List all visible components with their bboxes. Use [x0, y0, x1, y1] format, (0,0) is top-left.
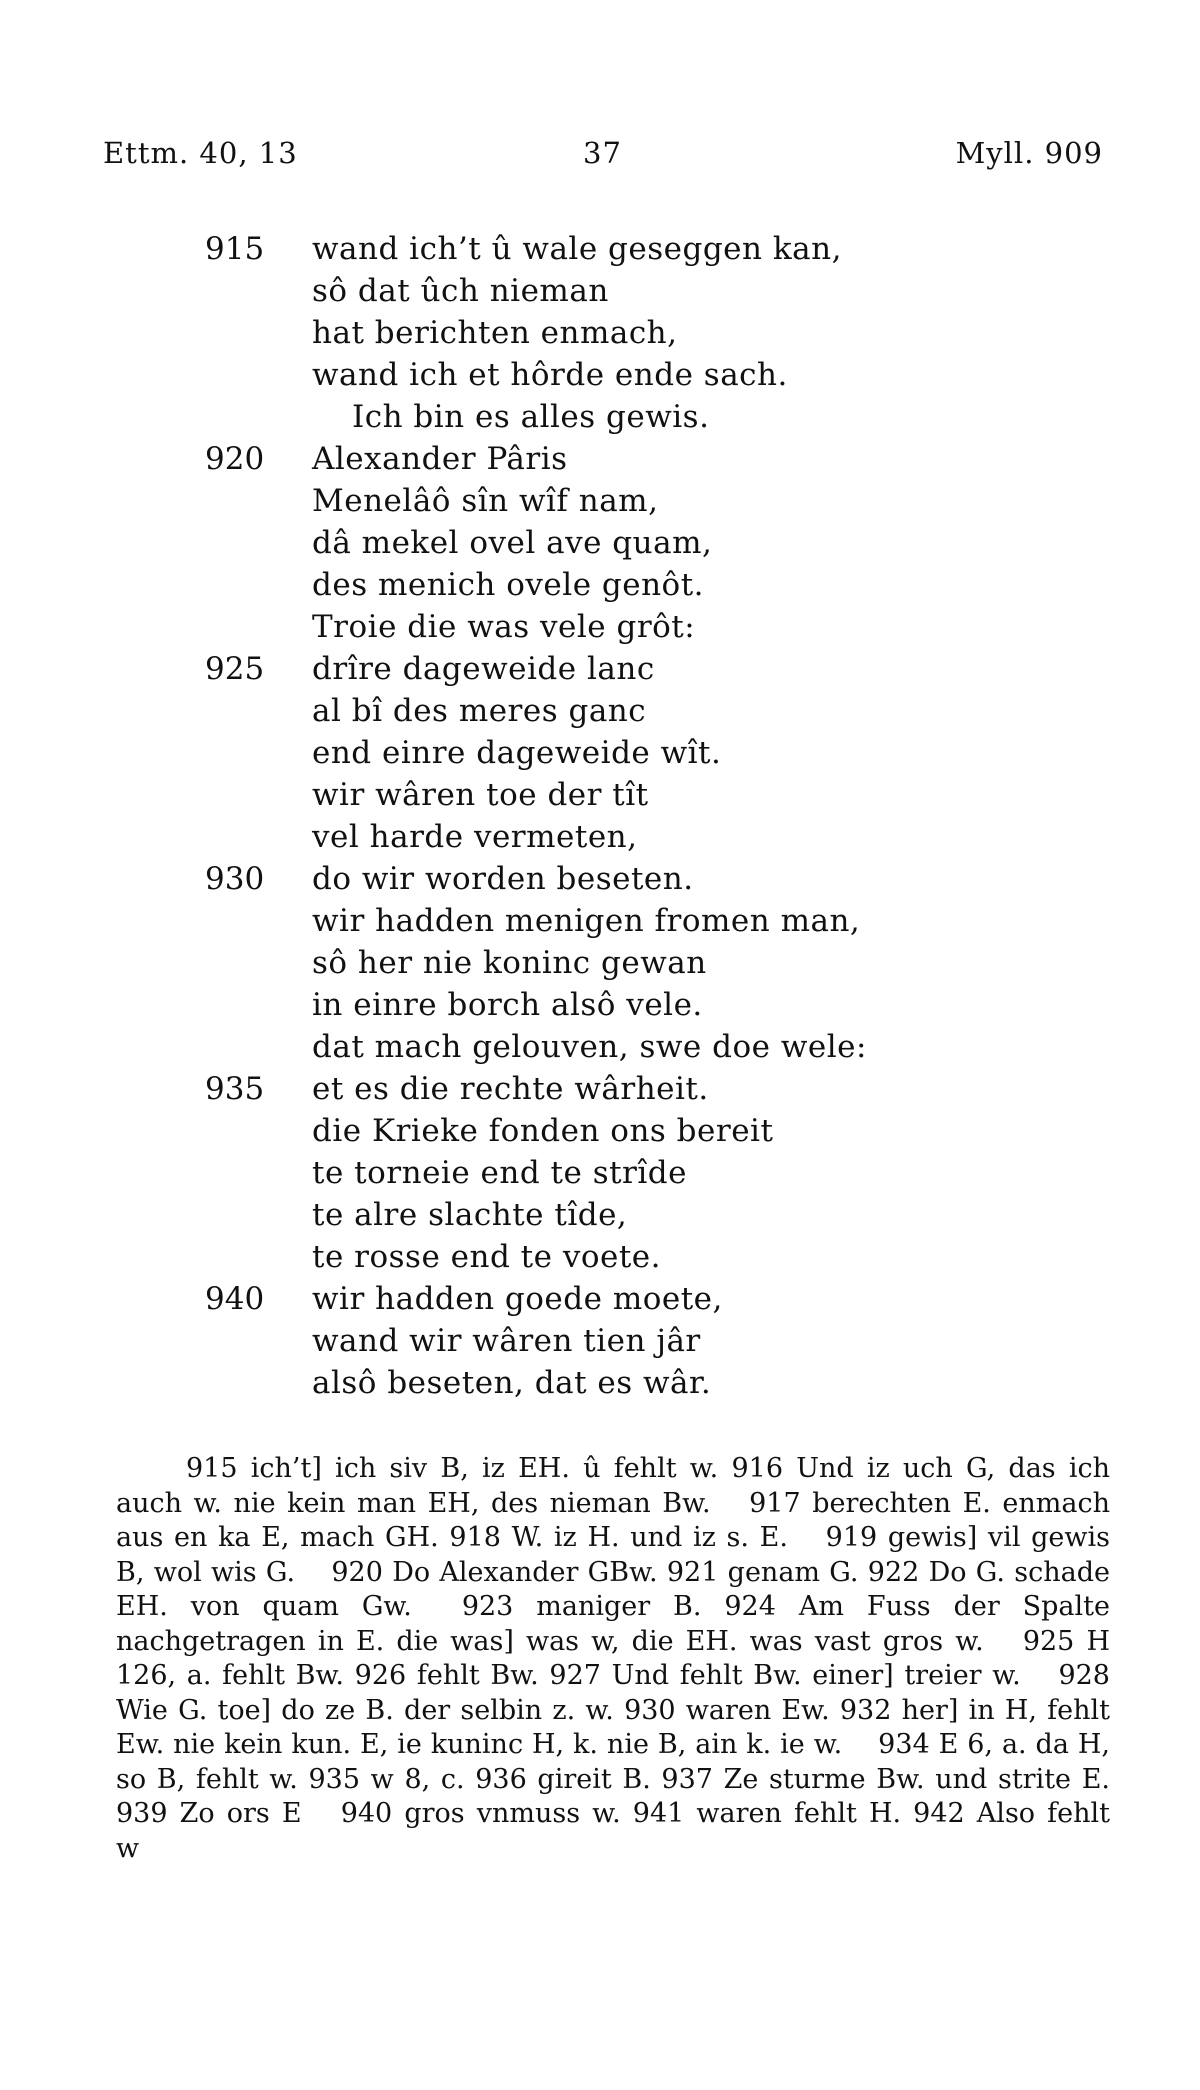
verse-text-line: te torneie end te strîde: [312, 1155, 687, 1191]
verse-line: [0, 1068, 1200, 1110]
verse-number: 920: [205, 441, 265, 477]
verse-line: [0, 1110, 1200, 1152]
running-header: [103, 136, 1103, 176]
critical-apparatus: [116, 1452, 1110, 1866]
note-928: 928 Wie G. toe] do ze B. der selbin z. w. 930 waren Ew. 932 her] in H, fehlt Ew. nie kein kun. E, ie kuninc H, k. nie B, ain k. ie w.: [116, 1660, 1110, 1760]
verse-line: [0, 858, 1200, 900]
verse-number: 935: [205, 1071, 265, 1107]
verse-line: [0, 312, 1200, 354]
verse-line: [0, 1278, 1200, 1320]
verse-line: [0, 816, 1200, 858]
note-915: 915 ich’t] ich siv B, iz EH. û fehlt w. 916 Und iz uch G, das ich auch w. nie kein man EH, des nieman Bw.: [116, 1453, 1110, 1519]
note-925: 925 H 126, a. fehlt Bw. 926 fehlt Bw. 927 Und fehlt Bw. einer] treier w.: [116, 1625, 1110, 1691]
verse-text-line: Ich bin es alles gewis.: [352, 399, 710, 435]
verse-text-line: sô dat ûch nieman: [312, 273, 609, 309]
verse-line: [0, 438, 1200, 480]
verse-line: [0, 228, 1200, 270]
header-left-reference: Ettm. 40, 13: [103, 136, 298, 170]
verse-number: 930: [205, 861, 265, 897]
verse-text-line: die Krieke fonden ons bereit: [312, 1113, 774, 1149]
verse-text-line: et es die rechte wârheit.: [312, 1071, 709, 1107]
page-number: 37: [583, 136, 622, 170]
verse-text-line: hat berichten enmach,: [312, 315, 678, 351]
verse-text-line: wir wâren toe der tît: [312, 777, 649, 813]
verse-line: [0, 690, 1200, 732]
verse-line: [0, 942, 1200, 984]
verse-line: [0, 606, 1200, 648]
verse-text-line: drîre dageweide lanc: [312, 651, 655, 687]
verse-text-line: Menelâô sîn wîf nam,: [312, 483, 659, 519]
verse-text-line: wir hadden menigen fromen man,: [312, 903, 861, 939]
note-934: 934 E 6, a. da H, so B, fehlt w. 935 w 8, c. 936 gireit B. 937 Ze sturme Bw. und strite E. 939 Zo ors E: [116, 1729, 1110, 1829]
verse-text-line: al bî des meres ganc: [312, 693, 647, 729]
note-940: 940 gros vnmuss w. 941 waren fehlt H. 942 Also fehlt w: [116, 1798, 1110, 1864]
header-right-reference: Myll. 909: [955, 136, 1103, 170]
verse-text-line: des menich ovele genôt.: [312, 567, 705, 603]
note-919: 919 gewis] vil gewis B, wol wis G.: [116, 1522, 1110, 1588]
verse-line: [0, 648, 1200, 690]
verse-line: [0, 732, 1200, 774]
verse-text-line: wir hadden goede moete,: [312, 1281, 723, 1317]
verse-line: [0, 396, 1200, 438]
verse-text-line: sô her nie koninc gewan: [312, 945, 707, 981]
verse-line: [0, 354, 1200, 396]
verse-text-line: in einre borch alsô vele.: [312, 987, 703, 1023]
verse-line: [0, 1152, 1200, 1194]
verse-line: [0, 1236, 1200, 1278]
verse-text-line: dat mach gelouven, swe doe wele:: [312, 1029, 867, 1065]
note-920: 920 Do Alexander GBw. 921 genam G. 922 Do G. schade EH. von quam Gw.: [116, 1556, 1110, 1622]
verse-text-line: vel harde vermeten,: [312, 819, 638, 855]
verse-text-line: Troie die was vele grôt:: [312, 609, 696, 645]
verse-text-line: do wir worden beseten.: [312, 861, 694, 897]
verse-line: [0, 1320, 1200, 1362]
apparatus-notes: [116, 1452, 1110, 1866]
verse-line: [0, 900, 1200, 942]
verse-line: [0, 1026, 1200, 1068]
verse-text-line: wand wir wâren tien jâr: [312, 1323, 701, 1359]
verse-text-line: alsô beseten, dat es wâr.: [312, 1365, 712, 1401]
verse-line: [0, 774, 1200, 816]
verse-line: [0, 1362, 1200, 1404]
verse-line: [0, 1194, 1200, 1236]
verse-number: 925: [205, 651, 265, 687]
verse-text-line: dâ mekel ovel ave quam,: [312, 525, 713, 561]
verse-line: [0, 270, 1200, 312]
verse-line: [0, 564, 1200, 606]
verse-line: [0, 984, 1200, 1026]
verse-text-line: end einre dageweide wît.: [312, 735, 722, 771]
verse-text-line: wand ich et hôrde ende sach.: [312, 357, 788, 393]
verse-line: [0, 480, 1200, 522]
verse-text-line: te rosse end te voete.: [312, 1239, 662, 1275]
verse-text-line: wand ich’t û wale geseggen kan,: [312, 231, 842, 267]
verse-line: [0, 522, 1200, 564]
verse-number: 940: [205, 1281, 265, 1317]
verse-text-line: Alexander Pâris: [312, 441, 568, 477]
verse-text: [0, 228, 1200, 1404]
note-923: 923 maniger B. 924 Am Fuss der Spalte nachgetragen in E. die was] was w, die EH. was vast gros w.: [116, 1591, 1110, 1657]
verse-number: 915: [205, 231, 265, 267]
note-917: 917 berechten E. enmach aus en ka E, mach GH. 918 W. iz H. und iz s. E.: [116, 1487, 1111, 1553]
verse-text-line: te alre slachte tîde,: [312, 1197, 628, 1233]
